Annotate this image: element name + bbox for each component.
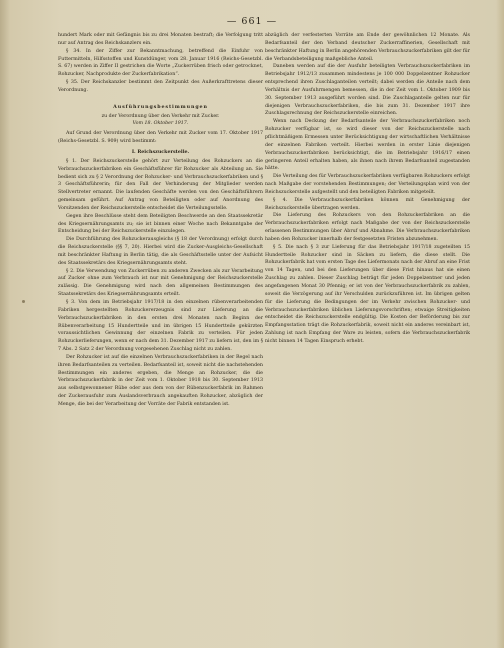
paragraph: hundert Mark oder mit Gefängnis bis zu drei Monaten bestraft; die Verfolgung tritt nur auf Antrag des Reichskanzlers ein. (58, 33, 263, 46)
right-column (265, 32, 470, 632)
paragraph: Der Rohzucker ist auf die einzelnen Verbrauchszuckerfabriken in der Regel nach ihren Bedarfsanteilen zu verteilen. Bedarfsanteil ist, soweit nicht die nachstehenden Bestimmungen ein anderes ergeben, die Menge an Rohzucker, die die Verbrauchszuckerfabrik in der Zeit vom 1. Oktober 1918 bis 30. September 1913 aus selbstgewonnener Rübe oder aus dem von der Rübenzuckerfabrik im Rahmen der Zuckerausfuhr zum Auslandsverbrauch angekauften Rohzucker, abzüglich der Menge, die bei der Verarbeitung der Vorräte der Fabrik entstanden ist. (58, 354, 263, 407)
paragraph: Die Verteilung des für Verbrauchszuckerfabriken verfügbaren Rohzuckers erfolgt nach Maßgabe der vorstehenden Bestimmungen; der Verteilungsplan wird von der Reichszuckerstelle aufgestellt und den beteiligten Fabriken mitgeteilt. (265, 174, 470, 195)
section-subtitle: zu der Verordnung über den Verkehr mit Zucker. (101, 113, 220, 119)
paragraph: § 34. In der Ziffer zur Bekanntmachung, betreffend die Einfuhr von Futtermitteln, Hilfsstoffen und Kunstdünger, vom 28. Januar 1916 (Reichs-Gesetzbl. S. 67) werden in Ziffer II gestrichen die Worte „Zuckerrüben frisch oder getrocknet, Rohzucker, Nachprodukte der Zuckerfabrikation“. (58, 48, 263, 78)
paragraph: § 35. Der Reichskanzler bestimmt den Zeitpunkt des Außerkrafttretens dieser Verordnung. (58, 80, 263, 93)
paragraph: abzüglich der verfesterten Vorräte am Ende der gewöhnlichen 12 Monate. Als Bedarfsanteil der den Verband deutscher Zuckerraffinerien, Gesellschaft mit beschränkter Haftung in Berlin angehörenden Verbrauchszuckerfabriken gilt der für die Verbandsbeteiligung maßgebliche Anteil. (265, 33, 470, 62)
page-edge-shadow-right (496, 0, 504, 648)
page-edge-shadow-left (0, 0, 10, 648)
paragraph: Wenn nach Deckung der Bedarfsanteile der Verbrauchszuckerfabriken noch Rohzucker verfügbar ist, so wird dieser von der Reichszuckerstelle nach pflichtmäßigem Ermessen unter Berücksichtigung der wirtschaftlichen Verhältnisse der einzelnen Fabriken verteilt. Hierbei werden in erster Linie diejenigen Verbrauchszuckerfabriken berücksichtigt, die im Betriebsjahr 1916/17 einen geringeren Anteil erhalten haben, als ihnen nach ihrem Bedarfsanteil zugestanden hätte. (265, 119, 470, 172)
page-number: — 661 — (226, 16, 278, 27)
left-column (58, 32, 263, 632)
paragraph: § 5. Die nach § 3 zur Lieferung für das Betriebsjahr 1917/18 zugeteilten 15 Hundertteile Rohzucker sind in Säcken zu liefern, die diese stellt. Die Rohzuckerfabrik hat vom ersten Tage des Liefermonats nach der Abruf an eine Frist von 14 Tagen, und bei den Lieferungen über diese Frist hinaus hat sie einen Zuschlag zu zahlen. Dieser Zuschlag beträgt für jeden Doppelzentner und jeden angefangenen Monat 30 Pfennig; er ist von der Verbrauchszuckerfabrik zu zahlen, soweit die Verzögerung auf ihr Verschulden zurückzuführen ist. Im übrigen gelten für die Lieferung die Bedingungen der im Verkehr zwischen Rohzucker- und Verbrauchszuckerfabriken üblichen Lieferungsvorschriften; etwaige Streitigkeiten entscheidet die Reichszuckerstelle endgültig. Die Kosten der Beförderung bis zur Empfangsstation trägt die Rohzuckerfabrik, soweit nicht ein anderes vereinbart ist, Zahlung ist nach Empfang der Ware zu leisten, sofern die Verbrauchszuckerfabrik nicht binnen 14 Tagen Einspruch erhebt. (265, 244, 470, 344)
spacer (58, 95, 263, 98)
binding-hole (22, 300, 25, 303)
section-heading: I. Reichszuckerstelle. (131, 149, 190, 155)
paragraph: Die Lieferung des Rohzuckers von den Rohzuckerfabriken an die Verbrauchszuckerfabriken erfolgt nach Maßgabe der von der Reichszuckerstelle erlassenen Bestimmungen über Abruf und Abnahme. Die Verbrauchszuckerfabriken haben den Rohzucker innerhalb der festgesetzten Fristen abzunehmen. (265, 213, 470, 242)
paragraph: Gegen ihre Beschlüsse steht dem Beteiligten Beschwerde an den Staatssekretär des Kriegsernährungsamts zu; sie ist binnen einer Woche nach Bekanntgabe der Entscheidung bei der Reichszuckerstelle einzulegen. (58, 213, 263, 235)
section-date: Vom 18. Oktober 1917. (132, 121, 189, 127)
section-title: Ausführungsbestimmungen (113, 104, 208, 110)
paragraph: § 3. Von dem im Betriebsjahr 1917/18 in den einzelnen rübenverarbeitenden Fabriken hergestellten Rohzuckererzeugnis sind zur Lieferung an die Verbrauchszuckerfabriken in den ersten drei Monaten nach Beginn der Rübenverarbeitung 15 Hundertteile und im übrigen 15 Hundertteile gekürzten voraussichtlichen Gewinnung der einzelnen Fabrik zu verteilen. Für jeden Rohzuckerlieferungen, wenn er nach dem 31. Dezember 1917 zu liefern ist, den im § 7 Abs. 2 Satz 2 der Verordnung vorgesehenen Zuschlag nicht zu zahlen. (58, 300, 263, 353)
paragraph: Daneben werden auf die der Ausfuhr beteiligten Verbrauchszuckerfabriken im Betriebsjahr 1912/13 zusammen mindestens je 100 000 Doppelzentner Rohzucker entsprechend ihren Zuschlaganteilen verteilt; dabei werden die Anteile nach dem Verhältnis der Ausfuhrmengen bemessen, die in der Zeit vom 1. Oktober 1909 bis 30. September 1913 ausgeführt worden sind. Die Zuschlaganteile gelten nur für diejenigen Verbrauchszuckerfabriken, die bis zum 31. Dezember 1917 ihre Zuschlagsrechnung der Reichszuckerstelle einreichen. (265, 64, 470, 117)
paragraph: § 1. Der Reichszuckerstelle gehört zur Verteilung des Rohzuckers an die Verbrauchszuckerfabriken ein Geschäftsführer für Rohzucker als Abteilung an. Sie bedient sich zu § 2 Verordnung der Rohzucker- und Verbrauchszuckerfabriken und § 3 Geschäftsführerin; für den Fall der Verhinderung der Mitglieder werden Stellvertreter ernannt. Die laufenden Geschäfte werden von den Geschäftsführern gemeinsam geführt. Auf Antrag von Beteiligten oder auf Anordnung des Vorsitzenden der Reichszuckerstelle entscheidet die Verteilungsstelle. (58, 158, 263, 211)
paragraph: § 4. Die Verbrauchszuckerfabriken können mit Genehmigung der Reichszuckerstelle übertragen werden. (265, 197, 470, 211)
paragraph: Die Durchführung des Rohzuckerausgleichs (§ 18 der Verordnung) erfolgt durch die Reichszuckerstelle (§§ 7, 20). Hierbei wird die Zucker-Ausgleichs-Gesellschaft mit beschränkter Haftung in Berlin tätig, die als Geschäftsstelle unter der Aufsicht des Staatssekretärs des Kriegsernährungsamts steht. (58, 237, 263, 266)
body-intro: Auf Grund der Verordnung über den Verkehr mit Zucker vom 17. Oktober 1917 (Reichs-Gesetzbl. S. 909) wird bestimmt: (58, 131, 263, 145)
paragraph: § 2. Die Verwendung von Zuckerrüben zu anderen Zwecken als zur Verarbeitung auf Zucker ohne zum Verbrauch ist nur mit Genehmigung der Reichszuckerstelle zulässig. Die Genehmigung wird nach den allgemeinen Bestimmungen des Staatssekretärs des Kriegsernährungsamts erteilt. (58, 268, 263, 298)
